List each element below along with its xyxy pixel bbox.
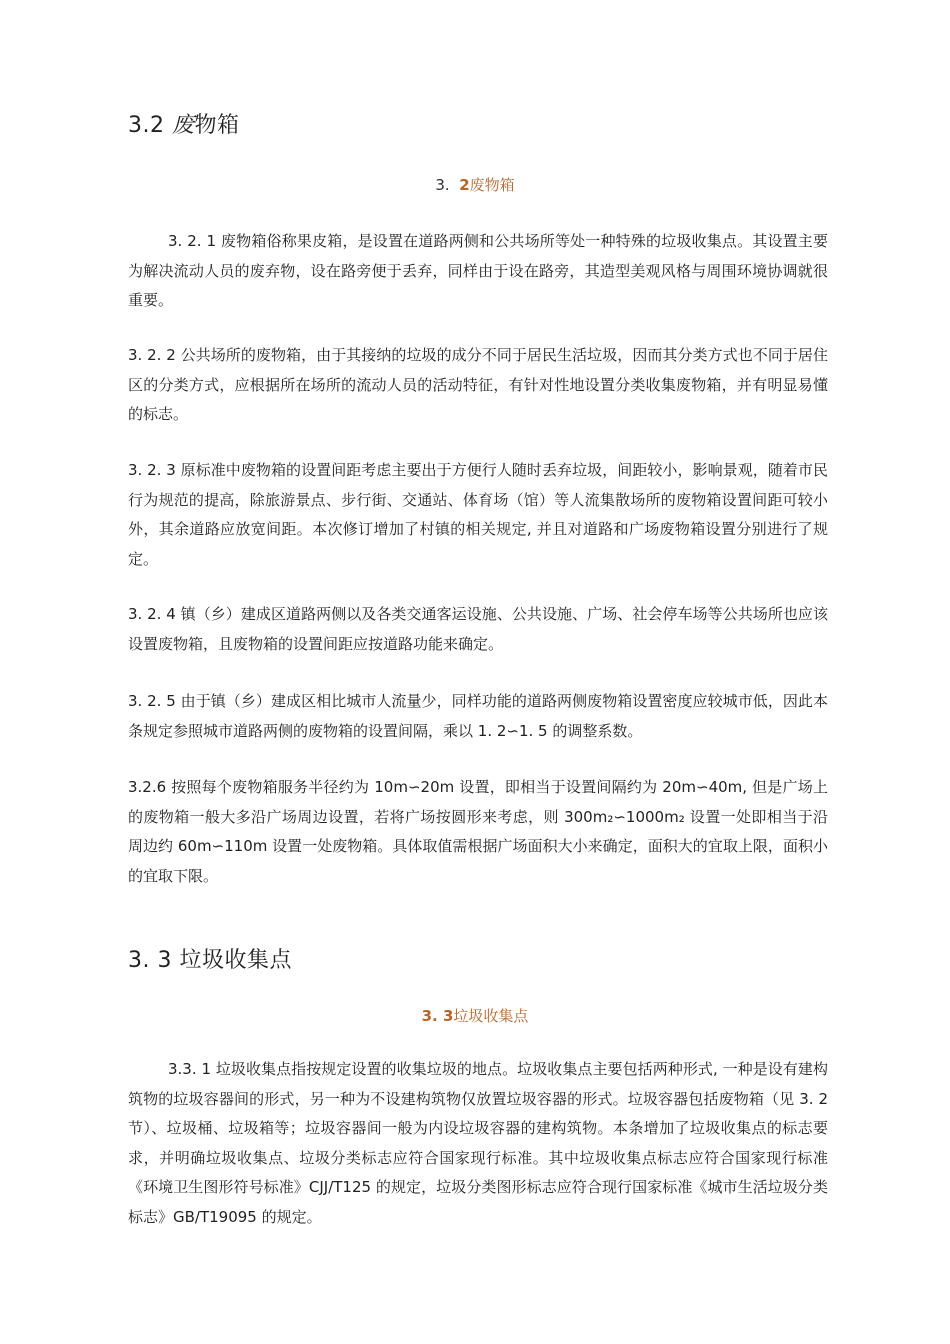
subsection-title-3-3 bbox=[0, 1005, 950, 1026]
section-heading-number: 3.2 bbox=[128, 113, 165, 138]
subsection-title-text: 垃圾收集点 bbox=[453, 1007, 529, 1025]
subsection-title-3-2 bbox=[0, 174, 950, 195]
subsection-title-number-bold: 2 bbox=[459, 176, 470, 194]
section-heading-3-2 bbox=[128, 108, 240, 139]
paragraph-3-2-1: 3. 2. 1 废物箱俗称果皮箱，是设置在道路两侧和公共场所等处一种特殊的垃圾收集点。其设置主要为解决流动人员的废弃物，设在路旁便于丢弃，同样由于设在路旁，其造型美观风格与周围环境协调就很重要。 bbox=[128, 232, 828, 310]
paragraph-3-2-3: 3. 2. 3 原标准中废物箱的设置间距考虑主要出于方便行人随时丢弃垃圾，间距较小，影响景观，随着市民行为规范的提高，除旅游景点、步行街、交通站、体育场（馆）等人流集散场所的废物箱设置间距可较小外，其余道路应放宽间距。本次修订增加了村镇的相关规定, 并且对道路和广场废物箱设置分别进行了规定。 bbox=[128, 461, 828, 568]
subsection-title-text: 废物箱 bbox=[469, 176, 515, 194]
paragraph-3-2-6: 3.2.6 按照每个废物箱服务半径约为 10m∽20m 设置，即相当于设置间隔约为 20m∽40m, 但是广场上的废物箱一般大多沿广场周边设置，若将广场按圆形来考虑，则 300m₂∽1000m₂ 设置一处即相当于沿周边约 60m∽110m 设置一处废物箱。具体取值需根据广场面积大小来确定，面积大的宜取上限，面积小的宜取下限。 bbox=[128, 778, 828, 885]
paragraph-3-3-1: 3.3. 1 垃圾收集点指按规定设置的收集垃圾的地点。垃圾收集点主要包括两种形式, 一种是设有建构筑物的垃圾容器间的形式，另一种为不设建构筑物仅放置垃圾容器的形式。垃圾容器包括废物箱（见 3. 2 节）、垃圾桶、垃圾箱等；垃圾容器间一般为内设垃圾容器的建构筑物。本条增加了垃圾收集点的标志要求，并明确垃圾收集点、垃圾分类标志应符合国家现行标准。其中垃圾收集点标志应符合国家现行标准《环境卫生图形符号标准》CJJ/T125 的规定，垃圾分类图形标志应符合现行国家标准《城市生活垃圾分类标志》GB/T19095 的规定。 bbox=[128, 1060, 828, 1226]
section-heading-text: 垃圾收集点 bbox=[179, 948, 292, 973]
paragraph-3-2-2: 3. 2. 2 公共场所的废物箱，由于其接纳的垃圾的成分不同于居民生活垃圾，因而其分类方式也不同于居住区的分类方式，应根据所在场所的流动人员的活动特征，有针对性地设置分类收集废物箱，并有明显易懂的标志。 bbox=[128, 346, 828, 424]
paragraph-3-2-5: 3. 2. 5 由于镇（乡）建成区相比城市人流量少，同样功能的道路两侧废物箱设置密度应较城市低，因此本条规定参照城市道路两侧的废物箱的设置间隔，乘以 1. 2∽1. 5 的调整系数。 bbox=[128, 692, 828, 740]
section-heading-3-3 bbox=[128, 943, 292, 974]
section-heading-text: 物箱 bbox=[194, 113, 240, 138]
paragraph-3-2-4: 3. 2. 4 镇（乡）建成区道路两侧以及各类交通客运设施、公共设施、广场、社会停车场等公共场所也应该设置废物箱，且废物箱的设置间距应按道路功能来确定。 bbox=[128, 605, 828, 653]
section-heading-number: 3. 3 bbox=[128, 948, 172, 973]
subsection-title-number-bold: 3. 3 bbox=[421, 1007, 454, 1025]
section-heading-italic-char: 废 bbox=[172, 113, 195, 138]
subsection-title-number: 3. bbox=[435, 176, 450, 194]
